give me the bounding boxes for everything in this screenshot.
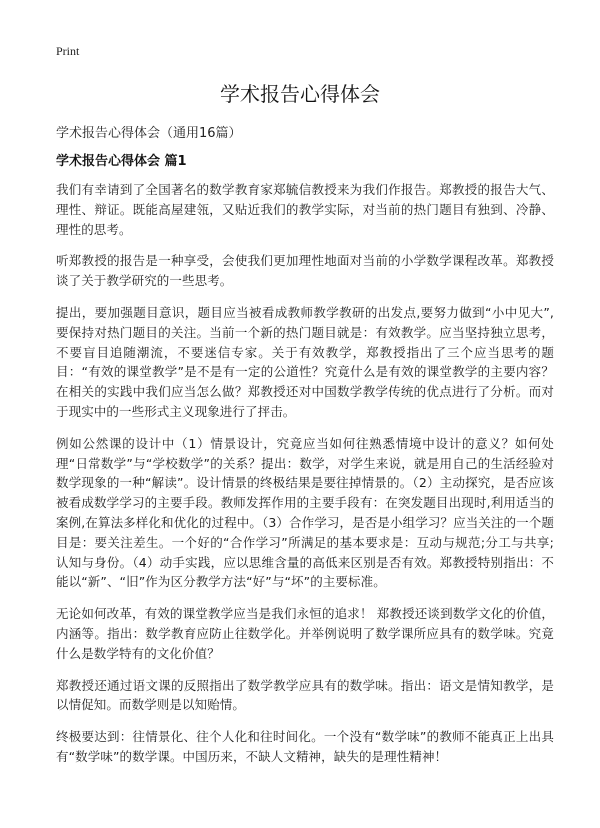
paragraph: 无论如何改革，有效的课堂教学应当是我们永恒的追求！ 郑教授还谈到数学文化的价值，内涵等。指出：数学教育应防止往数学化。并举例说明了数学课所应具有的数学味。究竟什么是数学特有的文化价值？ — [56, 606, 554, 661]
paragraph: 郑教授还通过语文课的反照指出了数学教学应具有的数学味。指出：语文是情知教学，是以情促知。而数学则是以知贻情。 — [56, 677, 554, 713]
paragraph: 我们有幸请到了全国著名的数学教育家郑毓信教授来为我们作报告。郑教授的报告大气、理性、辩证。既能高屋建瓴，又贴近我们的教学实际，对当前的热门题目有独到、冷静、理性的思考。 — [56, 182, 554, 237]
document-subtitle: 学术报告心得体会（通用16篇） — [56, 126, 242, 141]
paragraph: 终极要达到：往情景化、往个人化和往时间化。一个没有“数学味”的教师不能真正上出具有“数学味”的数学课。中国历来，不缺人文精神，缺失的是理性精神！ — [56, 729, 554, 764]
paragraph: 例如公然课的设计中（1）情景设计，究竟应当如何往熟悉情境中设计的意义？如何处理“日常数学”与“学校数学”的关系？提出：数学，对学生来说，就是用自己的生活经验对数学现象的一种“解读”。设计情景的终极结果是要往掉情景的。（2）主动探究，是否应该被看成数学学习的主要手段。教师发挥作用的主要手段有：在突发题目出现时,利用适当的案例,在算法多样化和优化的过程中。（3）合作学习，是否是小组学习？应当关注的一个题目是：要关注差生。一个好的“合作学习”所满足的基本要求是：互动与规范;分工与共享;认知与身份。（4）动手实践，应以思维含量的高低来区别是否有效。郑教授特别指出：不能以“新”、“旧”作为区分教学方法“好”与“坏”的主要标准。 — [56, 435, 554, 590]
article-body — [56, 180, 554, 779]
paragraph: 提出，要加强题目意识，题目应当被看成教师教学教研的出发点,要努力做到“小中见大”,要保持对热门题目的关注。当前一个新的热门题目就是：有效教学。应当坚持独立思考，不要盲目追随潮流，不要迷信专家。关于有效教学，郑教授指出了三个应当思考的题目：“有效的课堂教学”是不是有一定的公道性？究竟什么是有效的课堂教学的主要内容？在相关的实践中我们应当怎么做？郑教授还对中国数学教学传统的优点进行了分析。而对于现实中的一些形式主义现象进行了抨击。 — [56, 304, 554, 419]
section-heading: 学术报告心得体会 篇1 — [56, 154, 187, 169]
page-title: 学术报告心得体会 — [220, 82, 380, 106]
paragraph: 听郑教授的报告是一种享受，会使我们更加理性地面对当前的小学数学课程改革。郑教授谈了关于教学研究的一些思考。 — [56, 253, 554, 289]
print-link[interactable]: Print — [56, 44, 80, 58]
